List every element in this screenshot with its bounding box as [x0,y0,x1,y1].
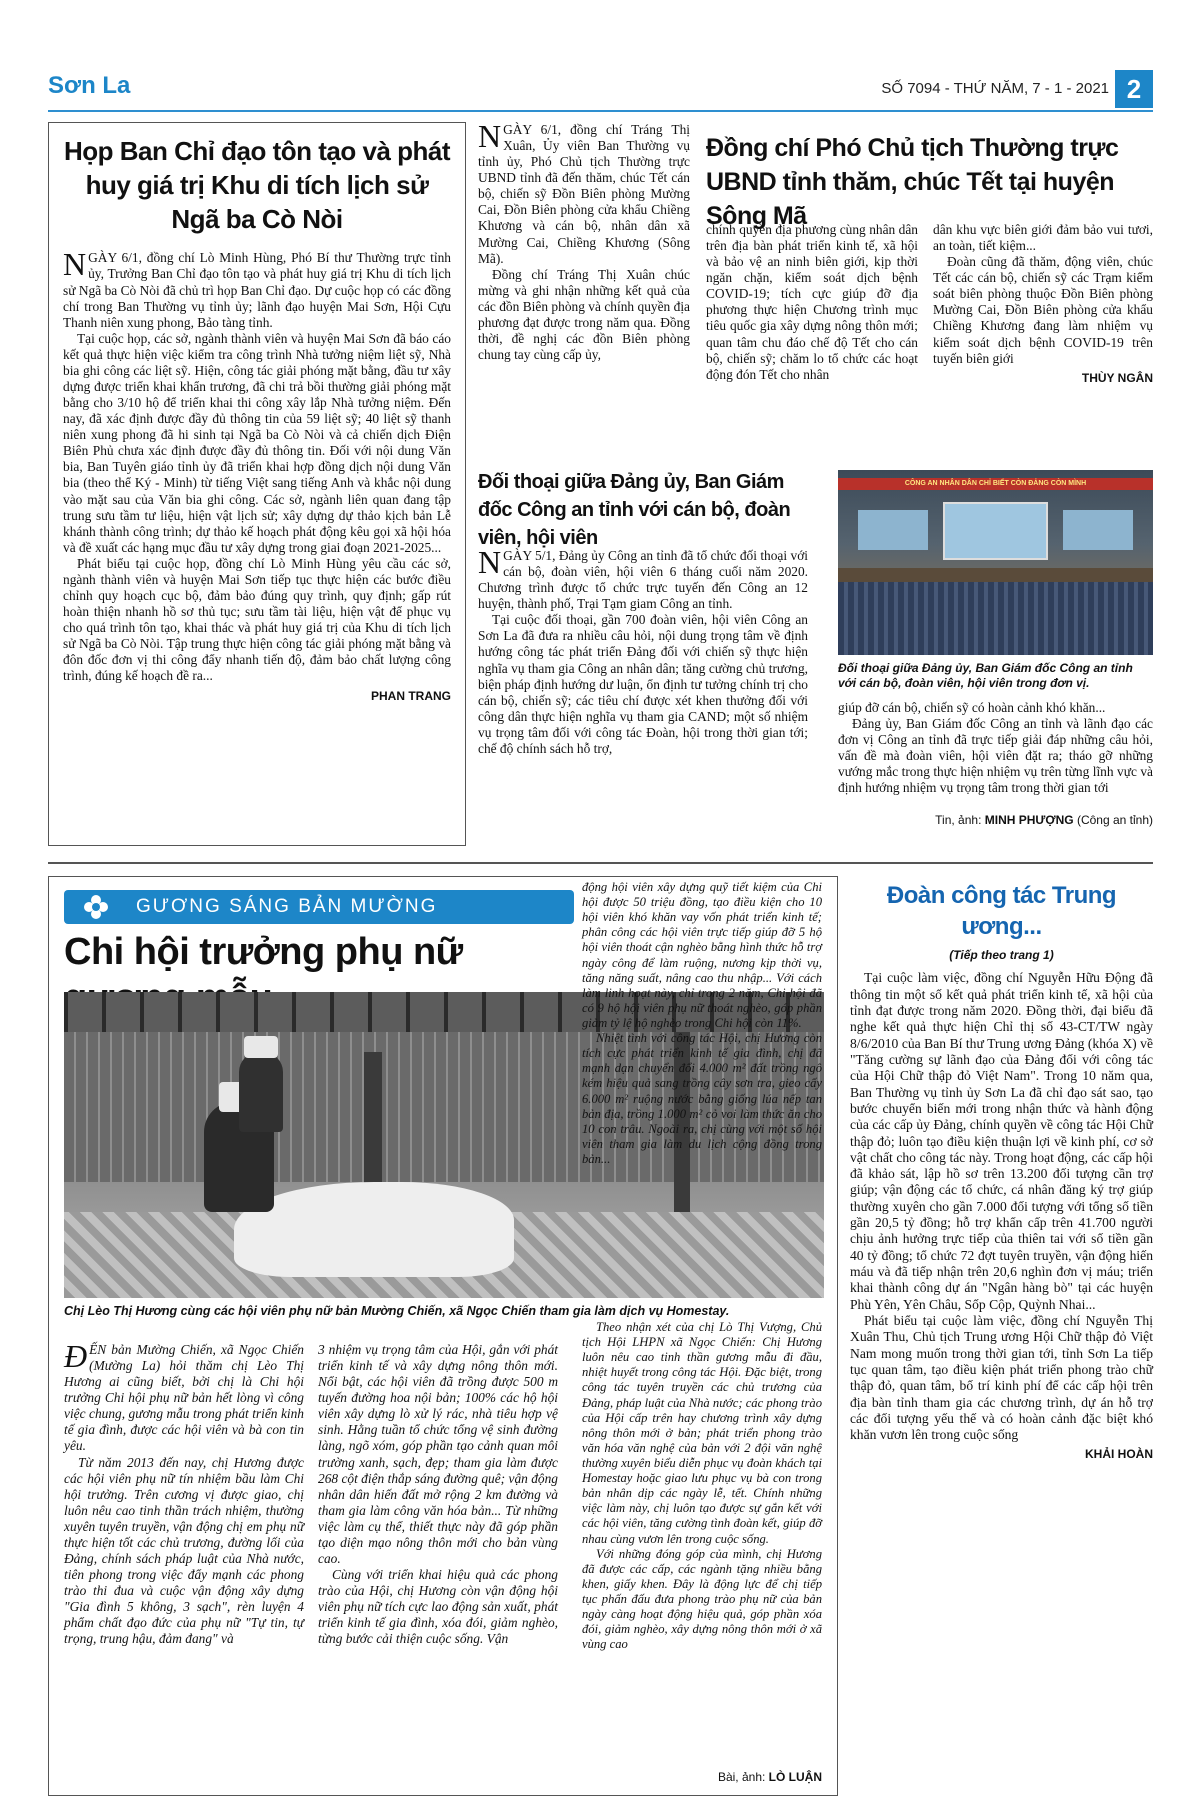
article-title: Đồng chí Phó Chủ tịch Thường trực UBND tỉnh thăm, chúc Tết tại huyện Sông Mã [706,134,1119,230]
banner-label: GƯƠNG SÁNG BẢN MƯỜNG [136,896,438,917]
article-paragraph: Phát biểu tại cuộc làm việc, đồng chí Nguyễn Thị Xuân Thu, Chủ tịch Trung ương Hội Chữ thập đỏ Việt Nam mong muốn trong thời gian tới, tỉnh Sơn La tiếp tục quan tâm, tạo điều kiện phát triển phong trào chữ thập đỏ, quan tâm, bố trí kinh phí để các cấp hội trên địa bàn tỉnh tham gia các chương trình, dự án hỗ trợ các đối tượng yếu thế và có hoàn cảnh đặc biệt khó khăn vươn lên trong cuộc sống [850,1312,1153,1443]
article-paragraph: giúp đỡ cán bộ, chiến sỹ có hoàn cảnh khó khăn... [838,700,1106,715]
article-author: THÙY NGÂN [1081,370,1153,385]
article-paragraph: Tại cuộc đối thoại, gần 700 đoàn viên, hội viên Công an Sơn La đã đưa ra nhiều câu hỏi, nội dung trọng tâm về định hướng công tác phát triển Đảng đối với chiến sỹ thực hiện nghĩa vụ tham gia Công an nhân dân; tăng cường chủ trương, biện pháp định hướng dư luận, ổn định tư tưởng chính trị cho cán bộ, chiến sỹ; các tiêu chí được xét khen thưởng đối với công dân thực hiện nghĩa vụ tham gia CAND; một số nhiệm vụ trọng tâm đối với công tác Đoàn, hội trong thời gian tới; chế độ chính sách hỗ trợ, [478,612,808,756]
article-paragraph: Tại cuộc làm việc, đồng chí Nguyễn Hữu Động đã thông tin một số kết quả phát triển kinh tế, xã hội của tỉnh đạt được trong năm 2020. Đồng thời, đại biểu đã nghe kết quả thực hiện Chỉ thị số 43-CT/TW ngày 8/6/2010 của Ban Bí thư Trung ương Đảng (khóa X) về "Tăng cường sự lãnh đạo của Đảng đối với công tác của Hội Chữ thập đỏ Việt Nam". Trong 10 năm qua, Ban Thường vụ tỉnh ủy Sơn La đã chỉ đạo sát sao, tạo bước chuyển biến mới trong nhận thức và hành động của các cấp ủy Đảng, chính quyền về công tác Hội Chữ thập đỏ; luôn tạo điều kiện thuận lợi về kinh phí, cơ sở vật chất cho công tác này. Trong hoạt động, các cấp hội đã khảo sát, lập hồ sơ trên 13.200 đối tượng cần trợ giúp; vận động các tổ chức, cá nhân đăng ký trợ giúp thường xuyên cho gần 7.000 đối tượng với tổng số tiền gần 20,5 tỷ đồng; hỗ trợ khẩn cấp trên 41.700 người chịu ảnh hưởng trực tiếp của thiên tai với số tiền gần 40 tỷ đồng; tổ chức 72 đợt tuyên truyền, vận động hiến máu và đã tiếp nhận trên 20,6 nghìn đơn vị máu; triển khai thành công dự án "Ngân hàng bò" tại các huyện Phù Yên, Yên Châu, Sốp Cộp, Quỳnh Nhai... [850,970,1153,1312]
article-paragraph: Từ năm 2013 đến nay, chị Hương được các hội viên phụ nữ tín nhiệm bầu làm Chi hội trưởng. Trên cương vị được giao, chị luôn nêu cao tinh thần trách nhiệm, thường xuyên tuyên truyền, vận động chị em phụ nữ thực hiện tốt các chủ trương, đường lối của Đảng, chính sách pháp luật của Nhà nước, tiên phong trong việc đẩy mạnh các phong trào thi đua và cuộc vận động xây dựng "Gia đình 5 không, 3 sạch", rèn luyện 4 phẩm chất đạo đức của phụ nữ "Tự tin, tự trọng, trung hậu, đảm đang" và [64,1454,304,1647]
article-title: Họp Ban Chỉ đạo tôn tạo và phát huy giá trị Khu di tích lịch sử Ngã ba Cò Nòi [63,136,451,234]
article-paragraph: Cùng với triển khai hiệu quả các phong trào của Hội, chị Hương còn vận động hội viên phụ nữ tích cực lao động sản xuất, phát triển kinh tế gia đình, xóa đói, giảm nghèo, từng bước cải thiện cuộc sống. Vận [318,1567,558,1647]
article-paragraph: Đồng chí Tráng Thị Xuân chúc mừng và ghi nhận những kết quả của các đồn Biên phòng và chính quyền địa phương đạt được trong năm qua. Đồng thời, đề nghị các đồn Biên phòng chung tay cùng cấp ủy, [478,266,690,363]
article-paragraph: ĐẾN bản Mường Chiến, xã Ngọc Chiến (Mường La) hỏi thăm chị Lèo Thị Hương ai cũng biết, bởi chị là Chi hội trưởng Chi hội phụ nữ bản hết lòng vì công việc chung, gương mẫu trong phát triển kinh tế gia đình, được các hội viên và bà con tin yêu. [64,1338,304,1454]
photo-caption: Đối thoại giữa Đảng ủy, Ban Giám đốc Công an tỉnh với cán bộ, đoàn viên, hội viên trong đơn vị. [838,661,1133,690]
author-name: MINH PHƯỢNG [984,813,1074,827]
article-author: PHAN TRANG [371,688,451,703]
article-cong-an [478,468,1153,852]
article-doan-cong-tac [850,876,1153,1796]
author-prefix: Bài, ảnh: [717,1770,766,1784]
photo-screen-text: CÔNG AN NHÂN DÂN CHỈ BIẾT CÒN ĐẢNG CÒN MÌNH [904,480,1087,487]
article-paragraph: Nhiệt tình với công tác Hội, chị Hương còn tích cực phát triển kinh tế gia đình, chị đã mạnh dạn chuyển đổi 4.000 m² đất trồng ngô kém hiệu quả sang trồng cây sơn tra, gieo cấy 6.000 m² ruộng nước bằng giống lúa nếp tan bản địa, trồng 1.000 m² cỏ voi làm thức ăn cho 10 con trâu. Ngoài ra, chị cùng với một số hội viên tham gia làm du lịch cộng đồng trong bản... [582,1031,822,1166]
article-ban-chi-dao [48,122,466,846]
article-paragraph: NGÀY 6/1, đồng chí Tráng Thị Xuân, Ủy viên Ban Thường vụ tỉnh ủy, Phó Chủ tịch Thường trực UBND tỉnh đã đến thăm, chúc Tết cán bộ, chiến sỹ Đồn Biên phòng Mường Cai, Đồn Biên phòng cửa khẩu Chiềng Khương và cán bộ, nhân dân xã Mường Cai, Chiềng Khương (Sông Mã). [478,118,690,266]
article-subtitle: (Tiếp theo trang 1) [949,948,1054,963]
page-number: 2 [1115,70,1153,108]
author-prefix: Tin, ảnh: [935,813,982,827]
article-paragraph: NGÀY 5/1, Đảng ủy Công an tỉnh đã tổ chức đối thoại với cán bộ, đoàn viên, hội viên 6 tháng cuối năm 2020. Chương trình được tổ chức trực tuyến đến Công an 12 huyện, thành phố, Trại Tạm giam Công an tỉnh. [478,544,808,612]
article-title: Đối thoại giữa Đảng ủy, Ban Giám đốc Công an tỉnh với cán bộ, đoàn viên, hội viên [478,471,791,549]
photo-caption: Chị Lèo Thị Hương cùng các hội viên phụ nữ bản Mường Chiến, xã Ngọc Chiến tham gia làm dịch vụ Homestay. [64,1304,730,1318]
issue-info: SỐ 7094 - THỨ NĂM, 7 - 1 - 2021 [881,80,1109,97]
article-author [582,1770,822,1784]
article-paragraph: Đoàn cũng đã thăm, động viên, chúc Tết các cán bộ, chiến sỹ các Trạm kiểm soát biên phòng thuộc Đồn Biên phòng Mường Cai, Đồn Biên phòng cửa khẩu Chiềng Khương đang làm nhiệm vụ kiểm soát dịch bệnh COVID-19 trên tuyến biên giới [933,254,1153,366]
article-title: Đoàn công tác Trung ương... [886,882,1117,941]
author-name: LÒ LUẬN [768,1770,822,1784]
article-paragraph: động hội viên xây dựng quỹ tiết kiệm của Chi hội được 50 triệu đồng, tạo điều kiện cho 10 hội viên khó khăn vay vốn phát triển kinh tế; phân công các hội viên trực tiếp giúp đỡ 5 hộ hội viên thoát cận nghèo bằng hình thức hỗ trợ ngày công để làm ruộng, nương kịp thời vụ, tăng năng suất, nâng cao thu nhập... Với cách làm linh hoạt này, chỉ trong 2 năm, Chi hội đã có 9 hộ hội viên phụ nữ thoát nghèo, góp phần giảm tỷ lệ hộ nghèo trong Chi hội còn 11%. [582,880,822,1030]
photo-conference-hall [838,470,1153,655]
section-name: Sơn La [48,72,131,99]
article-paragraph: Tại cuộc họp, các sở, ngành thành viên và huyện Mai Sơn đã báo cáo kết quả thực hiện việc kiểm tra công trình Nhà tưởng niệm liệt sỹ, Nhà bia ghi công các liệt sỹ. Hiện, công tác giải phóng mặt bằng, đầu tư xây dựng được triển khai khẩn trương, đã chi trả bồi thường giải phóng mặt bằng cho 3/10 hộ để triển khai thi công xây lắp Nhà tưởng niệm. Đến nay, đã xác định được đầy đủ thông tin của 59 liệt sỹ; 40 liệt sỹ thanh niên xung phong đã hi sinh tại Ngã ba Cò Nòi và cả chiến dịch Điện Biên Phủ chưa xác định được đầy đủ thông tin. Đối với nội dung Văn bia, Ban Tuyên giáo tỉnh ủy đã triển khai hợp đồng dịch nội dung Văn bia (theo thể Ký - Minh) từ tiếng Việt sang tiếng Anh và khắc nội dung vào mặt sau của Văn bia ghi công. Các sở, ngành liên quan đang tập trung sưu tầm tư liệu, hiện vật lịch sử; xây dựng dự thảo kịch bản Lễ khánh thành công trình; dự thảo kế hoạch phát động kêu gọi xã hội hóa và đề xuất các hạng mục đầu tư xây dựng trong giai đoạn 2021-2025... [63,330,451,555]
article-paragraph: Theo nhận xét của chị Lò Thị Vượng, Chủ tịch Hội LHPN xã Ngọc Chiến: Chị Hương luôn nêu cao tinh thần gương mẫu đi đầu, nhiệt huyết trong công tác Hội. Đặc biệt, trong công tác tuyên truyền các chủ trương của Đảng, pháp luật của Nhà nước; các phong trào của Hội cấp trên hay chương trình xây dựng nông thôn mới ở bản; phát triển phong trào văn hóa văn nghệ của bản với 2 đội văn nghệ thường xuyên biểu diễn phục vụ đoàn khách tại Homestay hoặc giao lưu phục vụ bà con trong bản nhân dịp các ngày lễ, tết. Chính những việc làm này, chị luôn tạo được sự gắn kết với các hội viên, tăng cường tình đoàn kết, giúp đỡ nhau cùng vươn lên trong cuộc sống. [582,1320,822,1546]
article-paragraph: chính quyền địa phương cùng nhân dân trên địa bàn phát triển kinh tế, xã hội và bảo vệ an ninh biên giới, kịp thời ngăn chặn, kiểm soát dịch bệnh COVID-19; tích cực giúp đỡ địa phương thực hiện Chương trình mục tiêu quốc gia xây dựng nông thôn mới; quan tâm chu đáo chế độ Tết cho cán bộ, chiến sỹ; chăm lo tổ chức các hoạt động đón Tết cho nhân [706,222,918,382]
article-paragraph: Đảng ủy, Ban Giám đốc Công an tỉnh và lãnh đạo các đơn vị Công an tỉnh đã trực tiếp giải đáp những câu hỏi, vấn đề mà đoàn viên, hội viên đặt ra; tháo gỡ những vướng mắc trong thực hiện nhiệm vụ trên từng lĩnh vực và định hướng nhiệm vụ trọng tâm trong thời gian tới [838,716,1153,796]
flower-icon [82,893,110,921]
article-paragraph: 3 nhiệm vụ trọng tâm của Hội, gắn với phát triển kinh tế và xây dựng nông thôn mới. Nổi bật, các hội viên đã trồng được 500 m tuyến đường hoa nội bản; 100% các hộ hội viên xây dựng lò xử lý rác, nhà tiêu hợp vệ sinh. Hằng tuần tổ chức tổng vệ sinh đường làng, ngõ xóm, góp phần tạo cảnh quan môi trường xanh, sạch, đẹp; tham gia làm được 268 cột điện thắp sáng đường quê; vận động nhân dân hiến đất mở rộng 2 km đường và tham gia làm công văn hóa bản... Từ những việc làm cụ thể, thiết thực này đã góp phần tạo diện mạo nông thôn mới cho bản vùng cao. [318,1342,558,1567]
article-paragraph: NGÀY 6/1, đồng chí Lò Minh Hùng, Phó Bí thư Thường trực tỉnh ủy, Trưởng Ban Chỉ đạo tôn tạo và phát huy giá trị Khu di tích lịch sử Ngã ba Cò Nòi đã chủ trì họp Ban Chỉ đạo. Dự cuộc họp có các đồng chí trong Ban Thường vụ tỉnh ủy; lãnh đạo huyện Mai Sơn, Hội Cựu Thanh niên xung phong, Bảo tàng tỉnh. [63,246,451,330]
article-paragraph: dân khu vực biên giới đảm bảo vui tươi, an toàn, tiết kiệm... [933,222,1153,254]
author-suffix: (Công an tỉnh) [1076,813,1153,827]
article-paragraph: Phát biểu tại cuộc họp, đồng chí Lò Minh Hùng yêu cầu các sở, ngành thành viên và huyện Mai Sơn tiếp tục thực hiện các bước điều chỉnh quy hoạch cục bộ, đảm bảo đúng quy trình, quy định; gấp rút hoàn thiện nhanh hồ sơ thủ tục; sưu tầm tài liệu, hiện vật để phục vụ cho quá trình tôn tạo, khai thác và phát huy giá trị của Khu di tích lịch sử Ngã ba Cò Nòi. Tập trung thực hiện công tác giải phóng mặt bằng và đôn đốc đơn vị thi công đẩy nhanh tiến độ, đảm bảo chất lượng công trình, đúng kế hoạch đề ra... [63,555,451,684]
article-title: Chi hội trưởng phụ nữ [64,931,463,973]
article-author: KHẢI HOÀN [1085,1447,1153,1462]
article-song-ma [478,118,1153,460]
masthead [48,68,1153,112]
section-banner [64,890,574,924]
article-author [838,813,1153,827]
section-divider [48,862,1153,864]
article-paragraph: Với những đóng góp của mình, chị Hương đã được các cấp, các ngành tặng nhiều bằng khen, giấy khen. Đây là động lực để chị tiếp tục phấn đấu đưa phong trào phụ nữ của bản ngày càng hoạt động hiệu quả, góp phần xóa đói, giảm nghèo, xây dựng nông thôn mới ở xã vùng cao [582,1546,822,1652]
